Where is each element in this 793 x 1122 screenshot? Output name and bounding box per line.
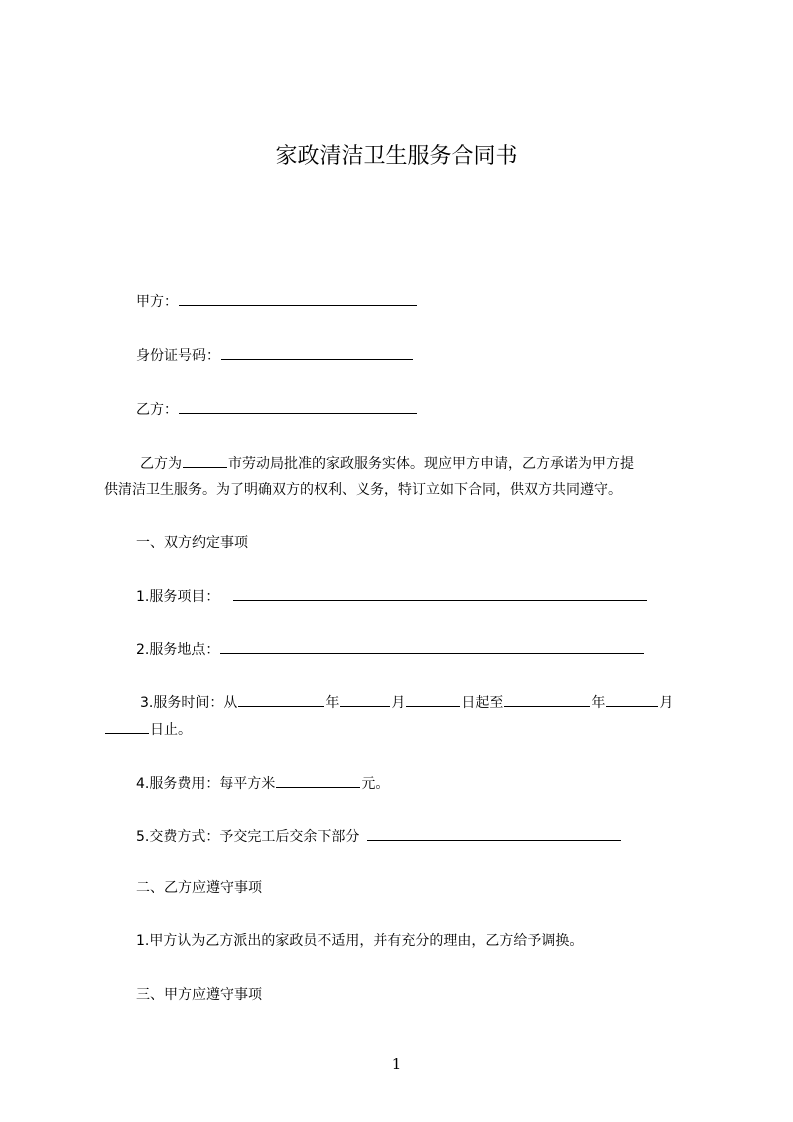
payment-method-label: 5.交费方式：予交完工后交余下部分 (136, 829, 360, 845)
party-a-row (136, 290, 418, 312)
service-time-row (140, 691, 673, 713)
party-b-blank[interactable] (179, 398, 417, 414)
end-year-blank[interactable] (504, 691, 590, 707)
id-number-blank[interactable] (221, 344, 413, 360)
start-year-label: 年 (325, 695, 340, 711)
end-year-label: 年 (591, 695, 606, 711)
intro-line-2: 供清洁卫生服务。为了明确双方的权利、义务，特订立如下合同，供双方共同遵守。 (104, 482, 622, 498)
payment-method-row (136, 825, 622, 847)
service-fee-blank[interactable] (276, 772, 360, 788)
service-items-row (136, 585, 648, 607)
service-fee-suffix: 元。 (361, 776, 390, 792)
service-location-label: 2.服务地点： (136, 642, 220, 658)
end-month-blank[interactable] (606, 691, 658, 707)
party-a-label: 甲方： (136, 294, 178, 310)
start-month-label: 月 (391, 695, 406, 711)
party-b-label: 乙方： (136, 402, 178, 418)
service-time-row-2 (104, 718, 192, 740)
end-day-blank[interactable] (105, 718, 149, 734)
party-b-row (136, 398, 418, 420)
start-day-blank[interactable] (406, 691, 460, 707)
page-number: 1 (391, 1055, 402, 1073)
service-location-row (136, 638, 645, 660)
city-blank[interactable] (183, 452, 227, 468)
start-day-label: 日起至 (461, 695, 504, 711)
service-fee-row (136, 772, 389, 794)
section-2-heading: 二、乙方应遵守事项 (136, 880, 262, 896)
start-year-blank[interactable] (238, 691, 324, 707)
intro-before: 乙方为 (140, 456, 182, 472)
document-title: 家政清洁卫生服务合同书 (275, 144, 518, 169)
service-items-blank[interactable] (233, 585, 647, 601)
service-time-end: 日止。 (150, 722, 192, 738)
party-a-blank[interactable] (179, 290, 417, 306)
section-1-heading: 一、双方约定事项 (136, 535, 248, 551)
section-2-item-1: 1.甲方认为乙方派出的家政员不适用，并有充分的理由，乙方给予调换。 (136, 933, 584, 949)
id-number-label: 身份证号码： (136, 348, 220, 364)
service-items-label: 1.服务项目： (136, 589, 220, 605)
payment-method-blank[interactable] (367, 825, 621, 841)
start-month-blank[interactable] (340, 691, 390, 707)
service-time-prefix: 3.服务时间：从 (140, 695, 238, 711)
section-3-heading: 三、甲方应遵守事项 (136, 987, 262, 1003)
service-fee-prefix: 4.服务费用：每平方米 (136, 776, 276, 792)
id-number-row (136, 344, 414, 366)
end-month-label: 月 (659, 695, 674, 711)
intro-after: 市劳动局批准的家政服务实体。现应甲方申请，乙方承诺为甲方提 (228, 456, 634, 472)
intro-line-1 (140, 452, 634, 474)
service-location-blank[interactable] (220, 638, 644, 654)
